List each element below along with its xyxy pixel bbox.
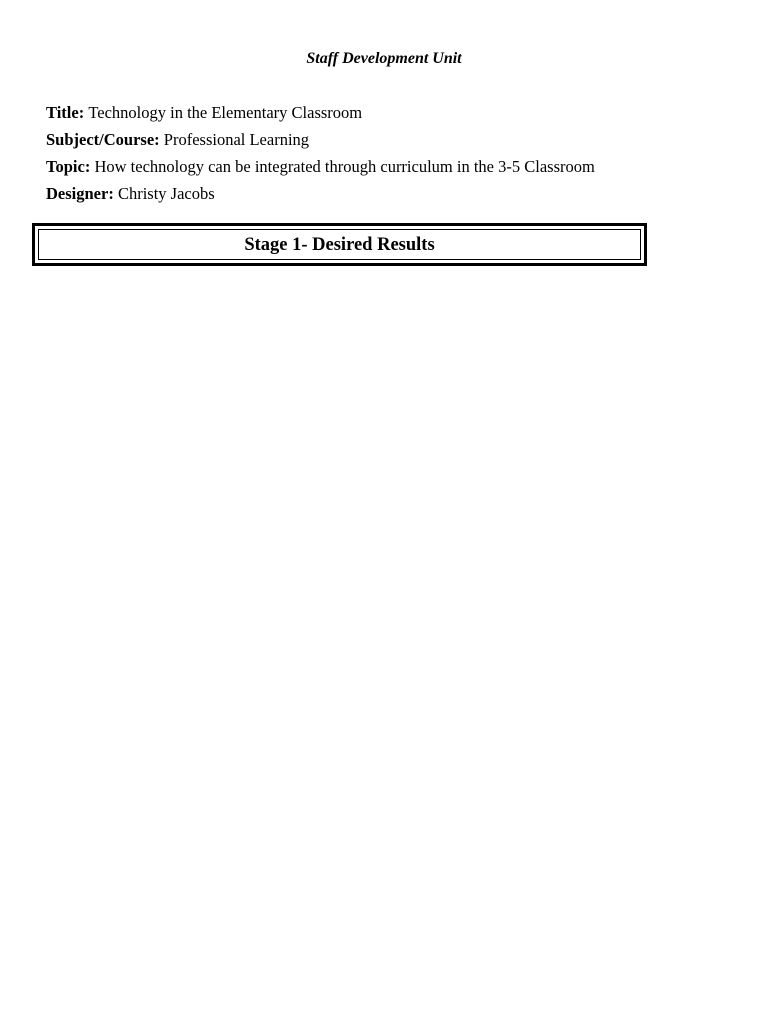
stage-1-box [32,223,647,266]
subject-label: Subject/Course: [46,130,164,149]
document-heading: Staff Development Unit [306,50,462,67]
topic-value: How technology can be integrated through curriculum in the 3-5 Classroom [94,157,595,176]
designer-label: Designer: [46,184,118,203]
title-label: Title: [46,103,89,122]
designer-row [46,180,726,207]
subject-value: Professional Learning [163,130,310,149]
topic-row [46,153,726,180]
title-value: Technology in the Elementary Classroom [88,103,363,122]
stage-1-title: Stage 1- Desired Results [244,234,435,255]
unit-metadata [46,99,726,207]
topic-label: Topic: [46,157,95,176]
designer-value: Christy Jacobs [117,184,215,203]
subject-row [46,126,726,153]
stage-1-inner-border [38,229,641,260]
title-row [46,99,726,126]
